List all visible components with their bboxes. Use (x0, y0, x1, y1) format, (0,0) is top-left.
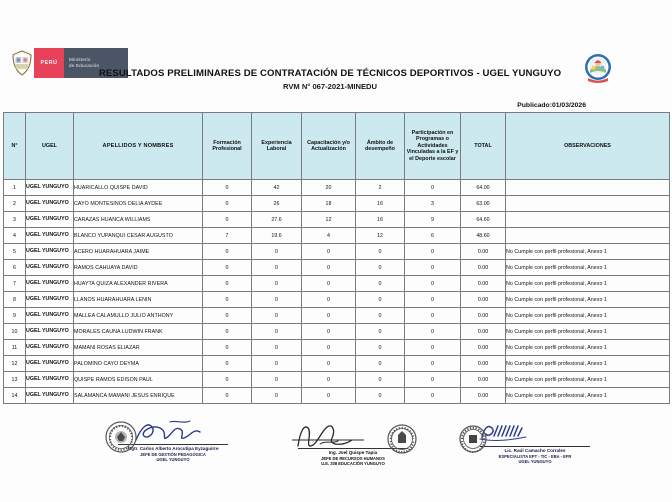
signature-block-recursos-humanos (258, 422, 448, 466)
cell-apellidos-nombres: MORALES CAUNA LUDWIN FRANK (74, 324, 203, 340)
table-row (4, 340, 670, 356)
signer-role: JEFE DE RECURSOS HUMANOS (321, 456, 385, 461)
column-header-experiencia-laboral: Experiencia Laboral (252, 113, 302, 180)
cell-observaciones: No Cumple con perfil profesional, Anexo 1 (506, 292, 670, 308)
cell-numero: 8 (4, 292, 26, 308)
cell-numero: 10 (4, 324, 26, 340)
handwritten-signature-icon (440, 420, 630, 446)
cell-ambito-desempeno: 0 (356, 324, 405, 340)
cell-participacion: 0 (405, 276, 461, 292)
cell-participacion: 9 (405, 212, 461, 228)
published-date: Publicado:01/03/2026 (517, 102, 586, 109)
cell-experiencia-laboral: 42 (252, 180, 302, 196)
cell-capacitacion: 0 (302, 340, 356, 356)
signer-name: Mgtr. Carlos Alberto Arocutipa Eyzaguirre (127, 446, 219, 451)
cell-observaciones: No Cumple con perfil profesional, Anexo 1 (506, 372, 670, 388)
cell-ambito-desempeno: 0 (356, 276, 405, 292)
cell-experiencia-laboral: 0 (252, 292, 302, 308)
cell-apellidos-nombres: CAYO MONTESINOS DELIA AYDEE (74, 196, 203, 212)
cell-apellidos-nombres: SALAMANCA MAMANI JESUS ENRIQUE (74, 388, 203, 404)
cell-total: 0.00 (461, 372, 506, 388)
cell-observaciones: No Cumple con perfil profesional, Anexo 1 (506, 340, 670, 356)
cell-observaciones: No Cumple con perfil profesional, Anexo 1 (506, 276, 670, 292)
cell-experiencia-laboral: 19.6 (252, 228, 302, 244)
cell-ugel: UGEL YUNGUYO (26, 308, 74, 324)
cell-ambito-desempeno: 0 (356, 388, 405, 404)
table-row (4, 308, 670, 324)
cell-formacion-profesional: 0 (203, 260, 252, 276)
signature-block-especialista (440, 420, 630, 464)
cell-formacion-profesional: 0 (203, 180, 252, 196)
cell-ugel: UGEL YUNGUYO (26, 292, 74, 308)
results-table (3, 112, 670, 404)
table-row (4, 292, 670, 308)
cell-experiencia-laboral: 0 (252, 244, 302, 260)
cell-numero: 14 (4, 388, 26, 404)
cell-experiencia-laboral: 0 (252, 372, 302, 388)
cell-formacion-profesional: 0 (203, 212, 252, 228)
cell-ugel: UGEL YUNGUYO (26, 228, 74, 244)
cell-total: 0.00 (461, 244, 506, 260)
cell-total: 0.00 (461, 308, 506, 324)
table-row (4, 372, 670, 388)
cell-ugel: UGEL YUNGUYO (26, 356, 74, 372)
table-body (4, 180, 670, 404)
table-row (4, 180, 670, 196)
cell-observaciones: No Cumple con perfil profesional, Anexo 1 (506, 260, 670, 276)
table-row (4, 324, 670, 340)
cell-total: 0.00 (461, 324, 506, 340)
signature-area (0, 412, 672, 502)
cell-numero: 1 (4, 180, 26, 196)
cell-ugel: UGEL YUNGUYO (26, 180, 74, 196)
cell-ugel: UGEL YUNGUYO (26, 324, 74, 340)
cell-observaciones (506, 212, 670, 228)
cell-capacitacion: 0 (302, 356, 356, 372)
cell-apellidos-nombres: QUISPE RAMOS EDISON PAUL (74, 372, 203, 388)
cell-numero: 3 (4, 212, 26, 228)
column-header-ambito-desempeno: Ámbito de desempeño (356, 113, 405, 180)
cell-apellidos-nombres: ACERO HUARAHUARA JAIME (74, 244, 203, 260)
cell-participacion: 0 (405, 340, 461, 356)
cell-ambito-desempeno: 0 (356, 356, 405, 372)
cell-apellidos-nombres: HUARICALLO QUISPE DAVID (74, 180, 203, 196)
cell-numero: 9 (4, 308, 26, 324)
cell-capacitacion: 20 (302, 180, 356, 196)
table-row (4, 212, 670, 228)
cell-capacitacion: 18 (302, 196, 356, 212)
cell-formacion-profesional: 0 (203, 308, 252, 324)
table-row (4, 356, 670, 372)
cell-capacitacion: 4 (302, 228, 356, 244)
cell-observaciones: No Cumple con perfil profesional, Anexo 1 (506, 244, 670, 260)
cell-ambito-desempeno: 0 (356, 372, 405, 388)
signer-name: Ing. Joel Quispe Tapia (328, 450, 378, 455)
cell-participacion: 0 (405, 260, 461, 276)
cell-capacitacion: 0 (302, 292, 356, 308)
handwritten-signature-icon (78, 418, 268, 444)
cell-ambito-desempeno: 0 (356, 292, 405, 308)
column-header-apellidos-nombres: APELLIDOS Y NOMBRES (74, 113, 203, 180)
cell-experiencia-laboral: 0 (252, 356, 302, 372)
cell-numero: 13 (4, 372, 26, 388)
table-header-row (4, 113, 670, 180)
cell-formacion-profesional: 0 (203, 340, 252, 356)
cell-experiencia-laboral: 0 (252, 308, 302, 324)
signer-role: JEFE DE GESTIÓN PEDAGÓGICA (140, 452, 206, 457)
cell-observaciones (506, 196, 670, 212)
signer-org: UGEL YUNGUYO (156, 457, 190, 463)
cell-formacion-profesional: 0 (203, 244, 252, 260)
cell-numero: 5 (4, 244, 26, 260)
cell-capacitacion: 12 (302, 212, 356, 228)
cell-numero: 4 (4, 228, 26, 244)
cell-participacion: 0 (405, 372, 461, 388)
cell-apellidos-nombres: LLANOS HUARAHUARA LENIN (74, 292, 203, 308)
cell-total: 64.00 (461, 180, 506, 196)
cell-total: 0.00 (461, 340, 506, 356)
table-row (4, 388, 670, 404)
column-header-numero: N° (4, 113, 26, 180)
cell-participacion: 0 (405, 308, 461, 324)
table-row (4, 244, 670, 260)
cell-observaciones: No Cumple con perfil profesional, Anexo 1 (506, 324, 670, 340)
results-table-container (3, 112, 669, 404)
cell-ambito-desempeno: 16 (356, 212, 405, 228)
column-header-participacion-programas: Participación en Programas o Actividades Vinculadas a la EF y el Deporte escolar (405, 113, 461, 180)
cell-ugel: UGEL YUNGUYO (26, 196, 74, 212)
cell-ugel: UGEL YUNGUYO (26, 260, 74, 276)
column-header-ugel: UGEL (26, 113, 74, 180)
cell-ugel: UGEL YUNGUYO (26, 276, 74, 292)
cell-participacion: 0 (405, 356, 461, 372)
cell-ugel: UGEL YUNGUYO (26, 244, 74, 260)
cell-participacion: 6 (405, 228, 461, 244)
minedu-line-2: de Educación (69, 63, 100, 68)
signer-org: UGEL YUNGUYO (518, 459, 552, 465)
cell-numero: 11 (4, 340, 26, 356)
cell-experiencia-laboral: 0 (252, 260, 302, 276)
cell-total: 48.60 (461, 228, 506, 244)
cell-capacitacion: 0 (302, 308, 356, 324)
cell-observaciones: No Cumple con perfil profesional, Anexo 1 (506, 308, 670, 324)
cell-participacion: 0 (405, 388, 461, 404)
cell-apellidos-nombres: BLANCO YUPANQUI CESAR AUGUSTO (74, 228, 203, 244)
cell-numero: 7 (4, 276, 26, 292)
cell-numero: 6 (4, 260, 26, 276)
cell-apellidos-nombres: RAMOS CAHUAYA DAVID (74, 260, 203, 276)
cell-participacion: 0 (405, 244, 461, 260)
column-header-formacion-profesional: Formación Profesional (203, 113, 252, 180)
cell-ugel: UGEL YUNGUYO (26, 388, 74, 404)
signer-role: ESPECIALISTA EPT - TIC - EBA - EFR (498, 454, 572, 459)
cell-capacitacion: 0 (302, 276, 356, 292)
cell-ugel: UGEL YUNGUYO (26, 212, 74, 228)
cell-ugel: UGEL YUNGUYO (26, 340, 74, 356)
cell-participacion: 0 (405, 292, 461, 308)
cell-observaciones: No Cumple con perfil profesional, Anexo 1 (506, 388, 670, 404)
cell-formacion-profesional: 0 (203, 356, 252, 372)
cell-formacion-profesional: 0 (203, 372, 252, 388)
cell-total: 0.00 (461, 292, 506, 308)
cell-ambito-desempeno: 2 (356, 180, 405, 196)
table-row (4, 276, 670, 292)
cell-apellidos-nombres: MALLEA CALAMULLO JULIO ANTHONY (74, 308, 203, 324)
cell-capacitacion: 0 (302, 372, 356, 388)
cell-ambito-desempeno: 12 (356, 228, 405, 244)
cell-experiencia-laboral: 0 (252, 340, 302, 356)
table-row (4, 196, 670, 212)
table-row (4, 260, 670, 276)
cell-formacion-profesional: 0 (203, 276, 252, 292)
peru-label: PERÚ (40, 60, 58, 66)
cell-experiencia-laboral: 27.6 (252, 212, 302, 228)
cell-total: 0.00 (461, 260, 506, 276)
cell-formacion-profesional: 0 (203, 324, 252, 340)
cell-capacitacion: 0 (302, 324, 356, 340)
cell-experiencia-laboral: 0 (252, 324, 302, 340)
cell-ambito-desempeno: 0 (356, 260, 405, 276)
cell-ambito-desempeno: 0 (356, 308, 405, 324)
cell-total: 63.00 (461, 196, 506, 212)
peru-coat-of-arms-icon (10, 48, 34, 78)
cell-participacion: 0 (405, 180, 461, 196)
cell-capacitacion: 0 (302, 260, 356, 276)
cell-numero: 2 (4, 196, 26, 212)
cell-participacion: 0 (405, 324, 461, 340)
cell-total: 0.00 (461, 388, 506, 404)
cell-ambito-desempeno: 0 (356, 340, 405, 356)
cell-apellidos-nombres: CARAZAS HUANCA WILLIAMS (74, 212, 203, 228)
cell-observaciones (506, 180, 670, 196)
signer-name: Lic. Raúl Camacho Corrales (504, 448, 566, 453)
signer-org: U.E. 308 EDUCACIÓN YUNGUYO (321, 461, 385, 467)
cell-participacion: 3 (405, 196, 461, 212)
cell-experiencia-laboral: 26 (252, 196, 302, 212)
page-subtitle: RVM N° 067-2021-MINEDU (282, 82, 378, 91)
cell-observaciones (506, 228, 670, 244)
cell-capacitacion: 0 (302, 244, 356, 260)
minedu-line-1: Ministerio (69, 57, 91, 63)
column-header-total: TOTAL (461, 113, 506, 180)
cell-total: 64.60 (461, 212, 506, 228)
column-header-capacitacion: Capacitación y/o Actualización (302, 113, 356, 180)
cell-formacion-profesional: 0 (203, 292, 252, 308)
handwritten-signature-icon (258, 422, 448, 448)
cell-formacion-profesional: 7 (203, 228, 252, 244)
cell-experiencia-laboral: 0 (252, 276, 302, 292)
cell-ambito-desempeno: 0 (356, 244, 405, 260)
cell-apellidos-nombres: HUAYTA QUIZA ALEXANDER RIVERA (74, 276, 203, 292)
cell-apellidos-nombres: MAMANI ROSAS ELIAZAR (74, 340, 203, 356)
cell-total: 0.00 (461, 276, 506, 292)
cell-numero: 12 (4, 356, 26, 372)
signature-block-pedagogica (78, 418, 268, 462)
cell-observaciones: No Cumple con perfil profesional, Anexo 1 (506, 356, 670, 372)
page-title: RESULTADOS PRELIMINARES DE CONTRATACIÓN DE TÉCNICOS DEPORTIVOS - UGEL YUNGUYO (98, 68, 562, 79)
cell-formacion-profesional: 0 (203, 196, 252, 212)
cell-ambito-desempeno: 16 (356, 196, 405, 212)
cell-formacion-profesional: 0 (203, 388, 252, 404)
cell-ugel: UGEL YUNGUYO (26, 372, 74, 388)
cell-apellidos-nombres: PALOMINO CAYO DEYMA (74, 356, 203, 372)
cell-total: 0.00 (461, 356, 506, 372)
cell-experiencia-laboral: 0 (252, 388, 302, 404)
cell-capacitacion: 0 (302, 388, 356, 404)
column-header-observaciones: OBSERVACIONES (506, 113, 670, 180)
document-header (0, 44, 672, 109)
table-row (4, 228, 670, 244)
